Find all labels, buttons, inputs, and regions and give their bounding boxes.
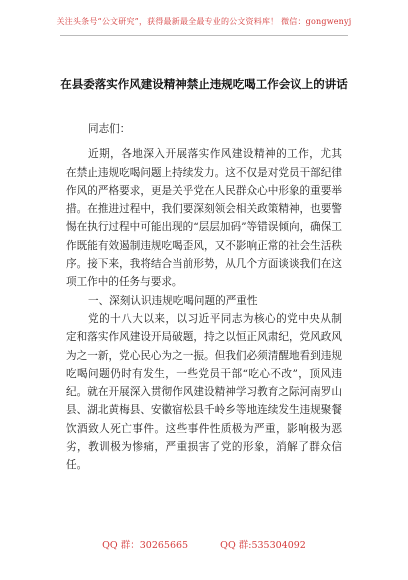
footer-qq-groups [0, 537, 408, 551]
header-divider [60, 35, 348, 36]
document-title: 在县委落实作风建设精神禁止违规吃喝工作会议上的讲话 [60, 77, 348, 91]
section-paragraph: 党的十八大以来，以习近平同志为核心的党中央从制定和落实作风建设开局破题，持之以恒正风肃纪，党风政风为之一新，党心民心为之一振。但我们必须清醒地看到违规吃喝问题仍时有发生，一些党员干部“吃心不改”，顶风违纪。就在开展深入贯彻作风建设精神学习教育之际河南罗山县、湖北黄梅县、安徽宿松县千岭乡等地连续发生违规聚餐饮酒致人死亡事件。这些事件性质极为严重，影响极为恶劣，教训极为惨痛，严重损害了党的形象，消解了群众信任。 [66, 312, 342, 472]
salutation: 同志们： [88, 123, 131, 135]
header-banner: 关注头条号“公文研究”，获得最新最全最专业的公文资料库！ 微信：gongwenyj [56, 17, 352, 26]
section-heading: 一、深刻认识违规吃喝问题的严重性 [88, 294, 258, 307]
qq-group-left: QQ 群：30265665 [102, 540, 189, 551]
intro-paragraph: 近期，各地深入开展落实作风建设精神的工作，尤其在禁止违规吃喝问题上持续发力。这不仅是对党员干部纪律作风的严格要求，更是关乎党在人民群众心中形象的重要举措。在推进过程中，我们要深刻领会相关政策精神，也要警惕在执行过程中可能出现的“层层加码”等错误倾向，确保工作既能有效遏制违规吃喝歪风，又不影响正常的社会生活秩序。接下来，我将结合当前形势，从几个方面谈谈我们在这项工作中的任务与要求。 [66, 148, 342, 289]
document-body [66, 120, 342, 475]
qq-group-right: QQ 群:535304092 [220, 540, 306, 551]
